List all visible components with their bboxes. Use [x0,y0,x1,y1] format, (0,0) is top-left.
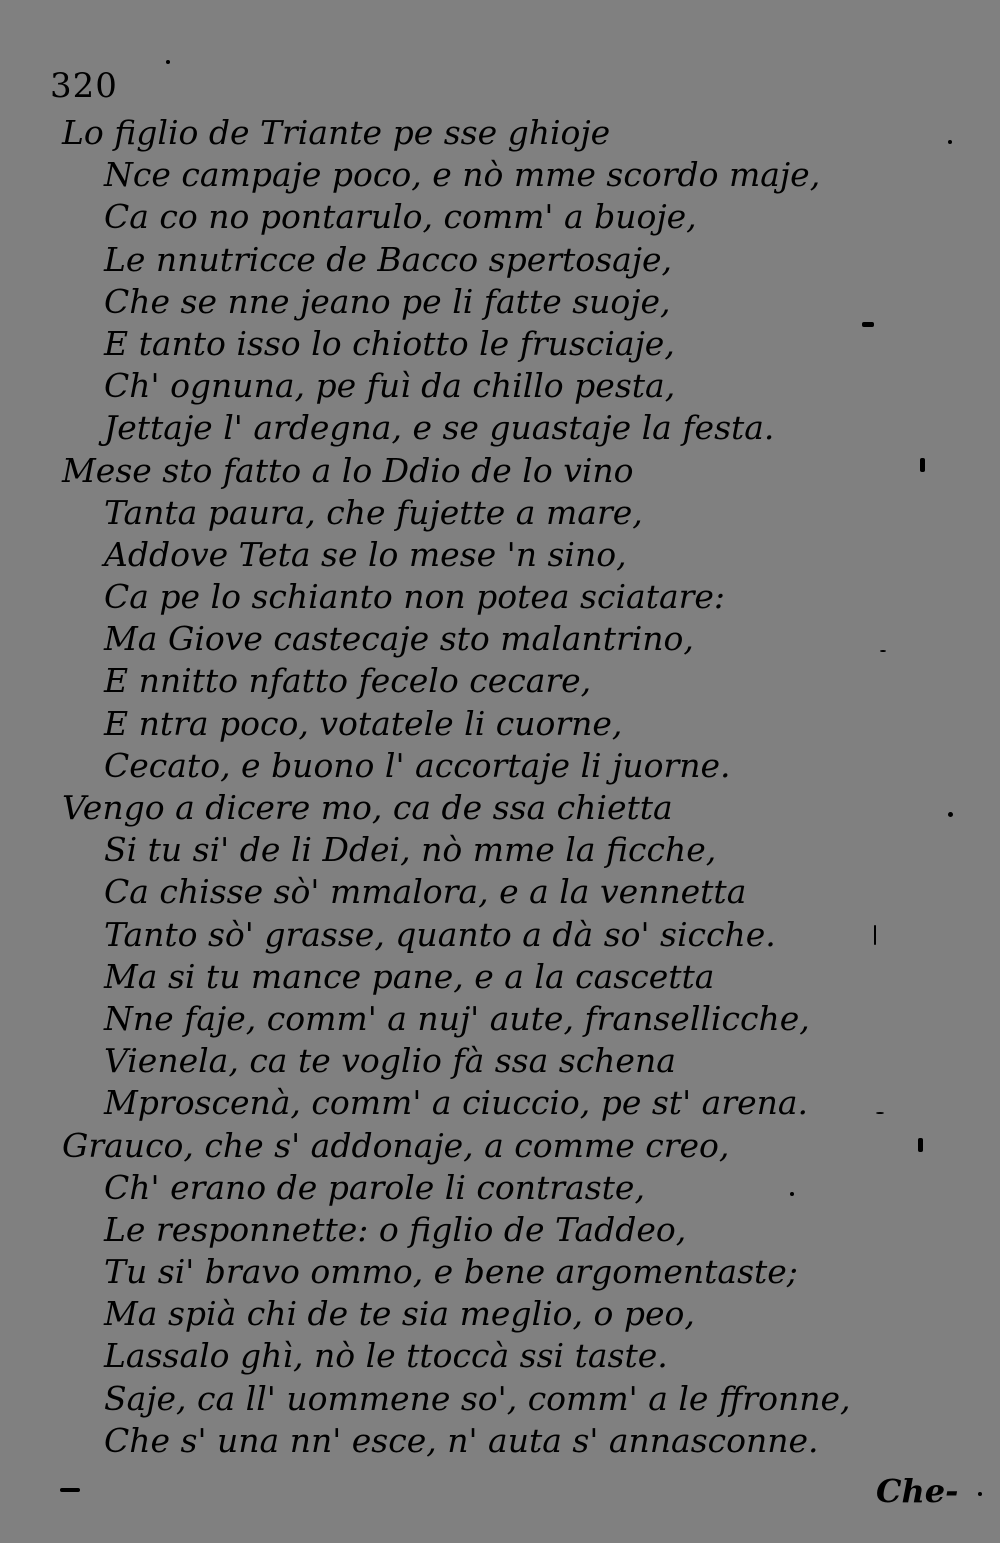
scan-speck [920,458,925,472]
verse-line: Ca chisse sò' mmalora, e a la vennetta [104,872,747,912]
verse-line: Tu si' bravo ommo, e bene argomentaste; [104,1252,798,1292]
verse-line: Addove Teta se lo mese 'n sino, [104,534,627,574]
verse-line: Mproscenà, comm' a ciuccio, pe st' arena. [104,1083,809,1123]
verse-line: Jettaje l' ardegna, e se guastaje la festa. [104,408,775,448]
verse-line: Nne faje, comm' a nuj' aute, fransellicche, [104,998,810,1038]
verse-line: Ma spià chi de te sia meglio, o peo, [104,1294,695,1334]
verse-line: E nnitto nfatto fecelo cecare, [104,661,592,701]
scan-speck [918,1138,923,1152]
catchword: Che- [876,1472,959,1510]
scan-speck [790,1192,794,1196]
verse-line: Tanto sò' grasse, quanto a dà so' sicche. [104,914,776,954]
verse-line: Lo figlio de Triante pe sse ghioje [62,113,611,152]
scan-speck [876,1112,884,1114]
scan-speck [166,60,170,64]
verse-line: Le responnette: o figlio de Taddeo, [104,1209,687,1249]
verse-line: E ntra poco, votatele li cuorne, [104,703,623,743]
verse-line: Ch' ognuna, pe fuì da chillo pesta, [104,366,676,406]
verse-line: Che s' una nn' esce, n' auta s' annasconne. [104,1420,819,1460]
verse-line: Si tu si' de li Ddei, nò mme la ficche, [104,830,717,870]
verse-line: E tanto isso lo chiotto le frusciaje, [104,323,675,363]
scan-speck [60,1488,80,1492]
verse-line: Vienela, ca te voglio fà ssa schena [104,1041,676,1081]
verse-line: Vengo a dicere mo, ca de ssa chietta [62,788,673,827]
scan-speck [874,925,876,945]
verse-line: Saje, ca ll' uommene so', comm' a le ffronne, [104,1378,851,1418]
verse-line: Cecato, e buono l' accortaje li juorne. [104,745,731,785]
verse-line: Lassalo ghì, nò le ttoccà ssi taste. [104,1336,668,1376]
verse-line: Tanta paura, che fujette a mare, [104,492,643,532]
scan-speck [862,322,874,327]
poem-text [62,112,962,1462]
scan-speck [880,650,886,652]
page-number: 320 [50,66,118,106]
scan-speck [948,812,953,817]
scan-speck [948,140,952,144]
verse-line: Ca pe lo schianto non potea sciatare: [104,577,726,617]
verse-line: Ch' erano de parole li contraste, [104,1167,645,1207]
verse-line: Grauco, che s' addonaje, a comme creo, [62,1125,730,1165]
verse-line: Ma si tu mance pane, e a la cascetta [104,956,715,996]
verse-line: Mese sto fatto a lo Ddio de lo vino [62,450,634,490]
verse-line: Ca co no pontarulo, comm' a buoje, [104,197,697,237]
scan-speck [978,1492,982,1496]
verse-line: Nce campaje poco, e nò mme scordo maje, [104,155,821,195]
verse-line: Ma Giove castecaje sto malantrino, [104,619,694,659]
verse-line: Che se nne jeano pe li fatte suoje, [104,281,671,321]
verse-line: Le nnutricce de Bacco spertosaje, [104,239,673,279]
